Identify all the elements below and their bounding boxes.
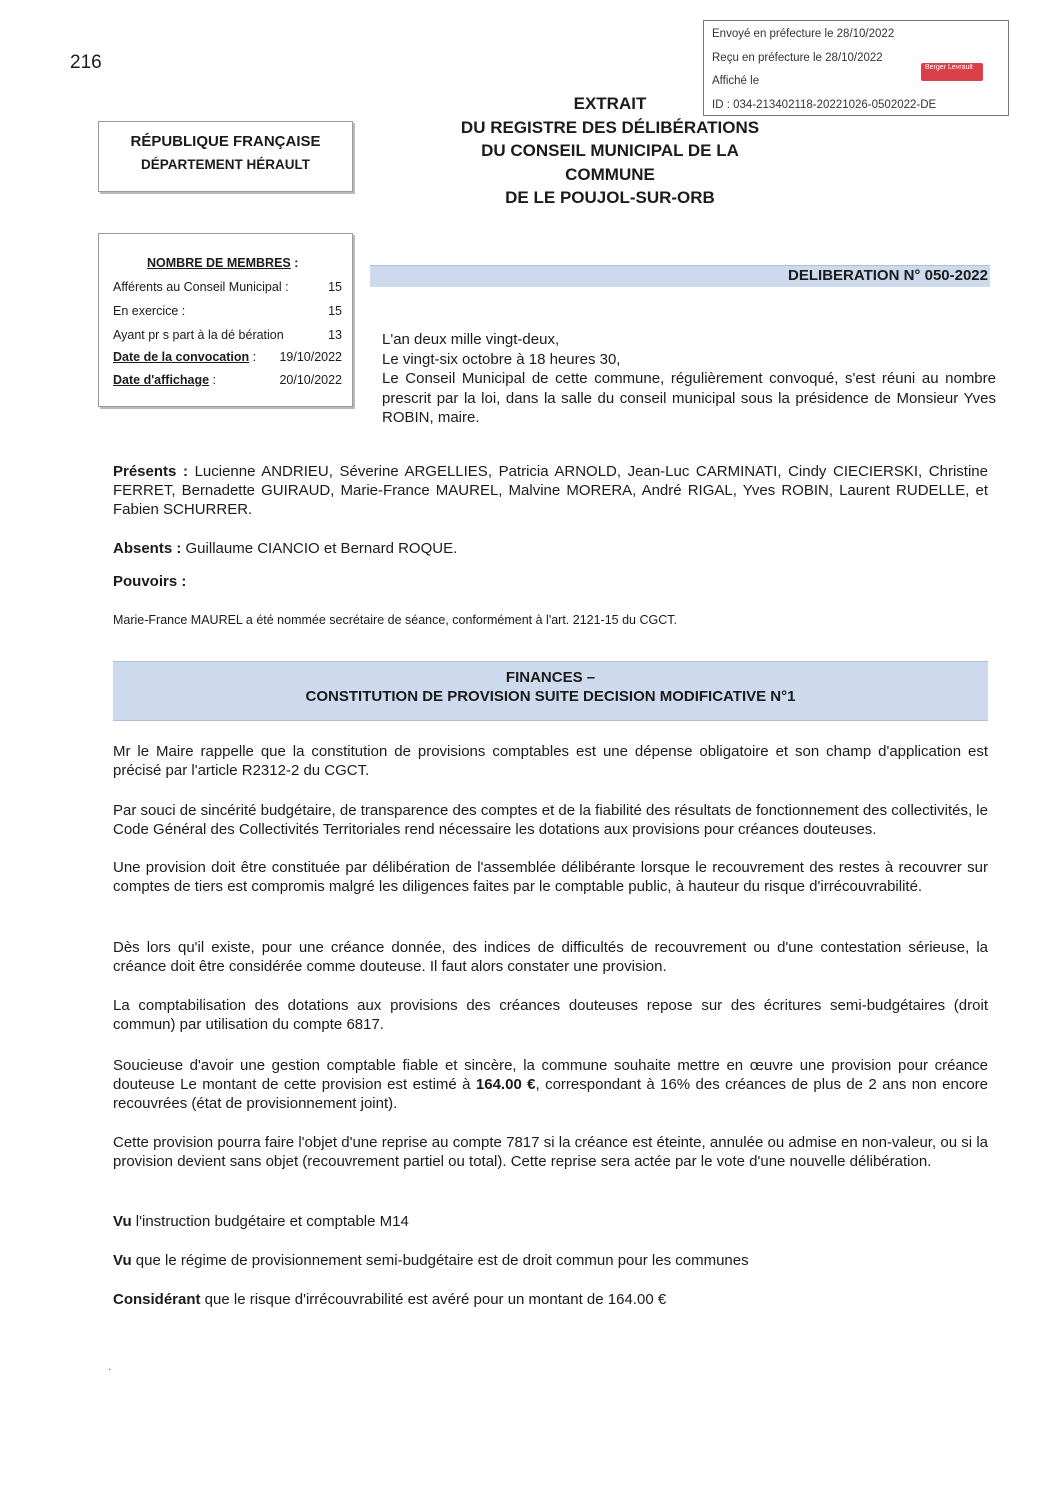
page-number: 216 <box>70 52 102 73</box>
convocation-date-row: Date de la convocation : 19/10/2022 <box>113 350 342 364</box>
paragraph-7: Cette provision pourra faire l'objet d'une reprise au compte 7817 si la créance est éteinte, annulée ou admise en non-valeur, ou si la provision devient sans objet (recouvrement partiel ou total). Cette reprise sera actée par le vote d'une nouvelle délibération. <box>113 1134 988 1170</box>
affichage-date-row: Date d'affichage : 20/10/2022 <box>113 373 342 387</box>
footer-mark: . <box>108 1359 112 1373</box>
republique-box <box>98 121 353 192</box>
intro-line: Le vingt-six octobre à 18 heures 30, <box>382 350 621 368</box>
members-row: Afférents au Conseil Municipal : 15 <box>113 280 342 294</box>
paragraph-5: La comptabilisation des dotations aux provisions des créances douteuses repose sur des écritures semi-budgétaires (droit commun) par utilisation du compte 6817. <box>113 997 988 1033</box>
intro-line: L'an deux mille vingt-deux, <box>382 331 560 348</box>
section-title-2: CONSTITUTION DE PROVISION SUITE DECISION MODIFICATIVE N°1 <box>305 688 796 705</box>
members-row: Ayant pr s part à la dé bération 13 <box>113 328 342 342</box>
deliberation-number: DELIBERATION N° 050-2022 <box>788 267 988 284</box>
members-row: En exercice : 15 <box>113 304 342 318</box>
title-line: DE LE POUJOL-SUR-ORB <box>505 188 715 207</box>
paragraph-4: Dès lors qu'il existe, pour une créance donnée, des indices de difficultés de recouvrement ou d'une contestation sérieuse, la créance doit être considérée comme douteuse. Il faut alors constater une provision. <box>113 939 988 975</box>
section-title-1: FINANCES – <box>505 669 596 686</box>
stamp-recu: Reçu en préfecture le 28/10/2022 <box>712 52 883 64</box>
members-heading: NOMBRE DE MEMBRES : <box>147 256 299 270</box>
paragraph-3: Une provision doit être constituée par délibération de l'assemblée délibérante lorsque le recouvrement des restes à recouvrer sur comptes de tiers est compromis malgré les diligences faites par le comptable public, à hauteur du risque d'irrécouvrabilité. <box>113 859 988 895</box>
departement-label: DÉPARTEMENT HÉRAULT <box>141 157 310 172</box>
berger-levrault-logo: Berger Levrault <box>921 63 983 81</box>
members-box <box>98 233 353 407</box>
vu-regime: Vu que le régime de provisionnement semi-budgétaire est de droit commun pour les communes <box>113 1252 749 1269</box>
stamp-id: ID : 034-213402118-20221026-0502022-DE <box>712 99 937 111</box>
paragraph-6: Soucieuse d'avoir une gestion comptable fiable et sincère, la commune souhaite mettre en œuvre une provision pour créance douteuse Le montant de cette provision est estimé à 164.00 €, correspondant à 16% des créances de plus de 2 ans non encore recouvrées (état de provisionnement joint). <box>113 1057 989 1112</box>
republique-label: RÉPUBLIQUE FRANÇAISE <box>130 133 321 150</box>
pouvoirs-label: Pouvoirs : <box>113 573 187 590</box>
considerant: Considérant que le risque d'irrécouvrabilité est avéré pour un montant de 164.00 € <box>113 1291 667 1308</box>
deliberation-band <box>370 265 990 287</box>
secretaire-line: Marie-France MAUREL a été nommée secrétaire de séance, conformément à l'art. 2121-15 du CGCT. <box>113 613 677 627</box>
presents-paragraph: Présents : Lucienne ANDRIEU, Séverine ARGELLIES, Patricia ARNOLD, Jean-Luc CARMINATI, Cindy CIECIERSKI, Christine FERRET, Bernadette GUIRAUD, Marie-France MAUREL, Malvine MORERA, André RIGAL, Yves ROBIN, Laurent RUDELLE, et Fabien SCHURRER. <box>113 463 988 518</box>
provision-amount: 164.00 € <box>475 1076 536 1093</box>
intro-line: Le Conseil Municipal de cette commune, régulièrement convoqué, s'est réuni au nombre prescrit par la loi, dans la salle du conseil municipal sous la présidence de Monsieur Yves ROBIN, maire. <box>382 370 996 426</box>
title-line: COMMUNE <box>565 164 655 184</box>
paragraph-2: Par souci de sincérité budgétaire, de transparence des comptes et de la fiabilité des résultats de fonctionnement des collectivités, le Code Général des Collectivités Territoriales rend nécessaire les dotations aux provisions pour créances douteuses. <box>113 802 988 838</box>
section-title-band <box>113 661 988 721</box>
intro-paragraph <box>382 330 996 428</box>
title-line: DU CONSEIL MUNICIPAL DE LA <box>481 141 739 160</box>
title-line: DU REGISTRE DES DÉLIBÉRATIONS <box>460 117 760 137</box>
stamp-affiche: Affiché le <box>712 75 760 87</box>
absents-paragraph: Absents : Guillaume CIANCIO et Bernard ROQUE. <box>113 540 458 557</box>
stamp-envoye: Envoyé en préfecture le 28/10/2022 <box>712 28 895 40</box>
document-title <box>405 92 815 210</box>
title-line: EXTRAIT <box>573 94 647 113</box>
vu-instruction: Vu l'instruction budgétaire et comptable M14 <box>113 1213 409 1230</box>
paragraph-1: Mr le Maire rappelle que la constitution de provisions comptables est une dépense obligatoire et son champ d'application est précisé par l'article R2312-2 du CGCT. <box>113 743 988 779</box>
